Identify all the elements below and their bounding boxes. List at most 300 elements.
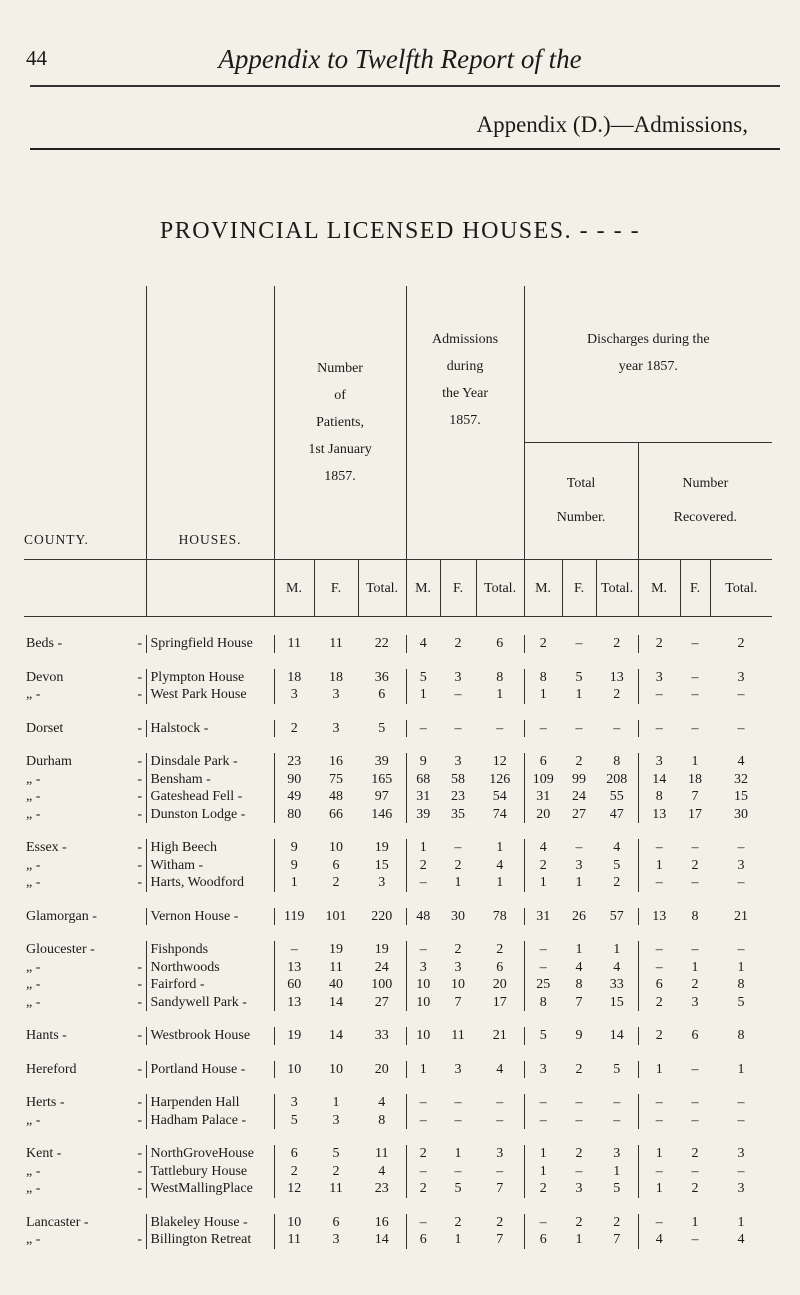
patients-m-cell: 13 [274,994,314,1012]
county-dash-cell: - [137,994,143,1010]
discharged-f-cell: 1 [575,942,583,957]
discharged-f-cell: – [575,636,583,651]
table-row [24,994,772,1012]
county-dash-cell: - [137,875,143,890]
total-number-header [524,443,638,560]
discharged-f-cell: 2 [575,1214,583,1230]
county-cell: Gloucester - [26,942,95,957]
discharged-m-cell: – [524,1112,562,1130]
discharged-total-cell: – [613,720,621,736]
recovered-f-cell: – [691,1095,699,1110]
recovered-total-cell: – [737,942,745,957]
spacer-cell [24,1198,772,1214]
admissions-m-cell: 10 [406,1027,440,1045]
county-cell: „ - [26,1181,41,1196]
admissions-m-cell: 4 [406,635,440,653]
admissions-m-cell: – [406,874,440,892]
recovered-m-cell: – [638,1214,680,1232]
recovered-m-cell: 3 [638,753,680,771]
patients-m-cell: 11 [274,1231,314,1249]
discharged-m-cell: – [524,1094,562,1112]
admissions-f-cell: 7 [454,994,462,1010]
county-cell: „ - [26,687,41,702]
discharged-m-cell: 8 [524,994,562,1012]
patients-f-cell: 11 [329,636,343,651]
admissions-total-cell: 4 [496,857,504,873]
admissions-total-cell: 6 [496,959,504,975]
admissions-m-cell: 1 [406,686,440,704]
discharged-total-cell: 2 [613,875,621,890]
admissions-f-cell: 3 [454,754,462,769]
county-cell: Durham [26,754,72,769]
admissions-total-cell: 2 [496,942,504,957]
county-cell: „ - [26,1232,41,1247]
discharged-f-cell: – [575,840,583,855]
recovered-m-cell: 8 [638,788,680,806]
sub-header: Total. [476,560,524,617]
discharged-m-cell: 1 [524,874,562,892]
patients-f-cell: 19 [329,942,344,957]
admissions-total-cell: 1 [496,840,504,855]
admissions-total-cell: 3 [496,1146,504,1161]
county-dash-cell [134,1214,146,1232]
discharged-total-cell: 8 [613,754,621,769]
county-cell: „ - [26,857,41,873]
house-cell: Dinsdale Park - [146,753,274,771]
county-cell: Beds - [26,636,63,651]
patients-header-line: Number [317,361,363,376]
patients-f-cell: 40 [329,977,344,992]
table-row [24,941,772,959]
discharged-f-cell: 27 [572,806,587,822]
table-spacer-row [24,737,772,753]
county-cell: „ - [26,875,41,890]
patients-f-cell: 11 [329,1181,343,1196]
discharged-f-cell: – [575,720,583,736]
county-dash-cell: - [137,857,143,873]
county-dash-cell: - [137,669,143,685]
patients-total-cell: 5 [378,720,386,736]
recovered-m-cell: 13 [638,908,680,926]
house-cell: WestMallingPlace [146,1180,274,1198]
discharged-m-cell: 4 [524,839,562,857]
house-cell: Westbrook House [146,1027,274,1045]
spacer-cell [24,892,772,908]
discharged-total-cell: 7 [613,1232,621,1247]
patients-m-cell: 90 [274,771,314,789]
recovered-total-cell: – [737,1095,745,1110]
table-row [24,720,772,738]
admissions-total-cell: 17 [492,994,507,1010]
county-cell: Kent - [26,1146,62,1161]
admissions-total-cell: – [496,720,504,736]
admissions-m-cell: 10 [406,994,440,1012]
county-dash-cell: - [137,789,143,804]
patients-total-cell: 39 [374,754,389,769]
recovered-header [638,443,772,560]
admissions-f-cell: – [454,1095,462,1110]
discharged-m-cell: 8 [524,669,562,687]
discharged-f-cell: 4 [575,959,583,975]
table-row [24,1214,772,1232]
sub-header: F. [314,560,358,617]
discharged-m-cell: – [524,959,562,977]
table-row [24,753,772,771]
discharges-header-line: year 1857. [618,359,678,374]
spacer-cell [24,653,772,669]
admissions-header-line: 1857. [449,413,481,428]
patients-f-cell: 66 [329,806,344,822]
recovered-m-cell: – [638,1112,680,1130]
discharges-header-line: Discharges during the [587,332,710,347]
recovered-m-cell: 2 [638,635,680,653]
county-cell: Lancaster - [26,1214,89,1230]
patients-m-cell: 80 [274,806,314,824]
patients-f-cell: 18 [329,669,344,685]
discharged-total-cell: 57 [609,908,624,924]
house-cell: Bensham - [146,771,274,789]
header-rule [30,85,780,87]
recovered-f-cell: – [691,942,699,957]
appendix-subheading: Appendix (D.)—Admissions, [476,112,748,137]
recovered-total-cell: 21 [734,908,749,924]
recovered-m-cell: 2 [638,994,680,1012]
page-number: 44 [26,46,47,70]
sub-header: M. [638,560,680,617]
discharged-f-cell: 1 [575,875,583,890]
admissions-f-cell: – [454,1112,462,1128]
recovered-total-cell: 2 [737,636,745,651]
recovered-m-cell: – [638,959,680,977]
discharged-f-cell: 2 [575,1061,583,1077]
recovered-f-cell: 8 [691,908,699,924]
recovered-f-cell: 1 [691,754,699,769]
house-cell: Springfield House [146,635,274,653]
discharged-total-cell: 5 [613,1061,621,1077]
admissions-table [24,286,772,1249]
sub-header: M. [524,560,562,617]
patients-m-cell: 10 [274,1061,314,1079]
table-row [24,686,772,704]
county-dash-cell: - [137,1095,143,1110]
table-row [24,1094,772,1112]
admissions-m-cell: 3 [406,959,440,977]
patients-total-cell: 23 [374,1181,389,1196]
recovered-m-cell: 13 [638,806,680,824]
recovered-m-cell: – [638,941,680,959]
recovered-total-cell: 1 [737,959,745,975]
patients-header-line: 1857. [324,469,356,484]
patients-f-cell: 16 [329,754,344,769]
spacer-cell [24,1129,772,1145]
patients-m-cell: 9 [274,839,314,857]
recovered-m-cell: – [638,1094,680,1112]
recovered-total-cell: 8 [737,1028,745,1043]
admissions-m-cell: 10 [406,976,440,994]
table-spacer-row [24,823,772,839]
spacer-cell [24,704,772,720]
patients-total-cell: 14 [374,1232,389,1247]
patients-m-cell: 19 [274,1027,314,1045]
patients-f-cell: 3 [332,1232,340,1247]
admissions-f-cell: 2 [454,942,462,957]
table-spacer-row [24,892,772,908]
recovered-f-cell: 7 [691,789,699,804]
discharged-m-cell: 20 [524,806,562,824]
table-row [24,669,772,687]
patients-total-cell: 6 [378,687,386,702]
county-cell: Hereford [26,1061,77,1077]
county-dash-cell: - [137,687,143,702]
admissions-m-cell: 6 [406,1231,440,1249]
admissions-total-cell: 126 [489,771,511,787]
table-row [24,908,772,926]
patients-total-cell: 27 [374,994,389,1010]
table-row [24,1163,772,1181]
recovered-m-cell: 14 [638,771,680,789]
discharged-total-cell: 5 [613,1181,621,1196]
patients-f-cell: 3 [332,720,340,736]
patients-f-cell: 14 [329,994,344,1010]
recovered-m-cell: – [638,874,680,892]
table-row [24,1180,772,1198]
sub-header: Total. [710,560,772,617]
patients-m-cell: 6 [274,1145,314,1163]
recovered-m-cell: 2 [638,1027,680,1045]
table-spacer-row [24,653,772,669]
county-cell: „ - [26,771,41,787]
county-dash-cell: - [137,959,143,975]
recovered-line: Recovered. [673,510,737,525]
discharged-m-cell: 3 [524,1061,562,1079]
recovered-total-cell: – [737,687,745,702]
admissions-total-cell: – [496,1095,504,1110]
county-dash-cell: - [137,1163,143,1179]
recovered-f-cell: – [691,1163,699,1179]
patients-m-cell: 119 [274,908,314,926]
patients-m-cell: 3 [274,686,314,704]
patients-m-cell: 9 [274,857,314,875]
admissions-f-cell: 11 [451,1028,465,1043]
patients-f-cell: 6 [332,1214,340,1230]
county-cell: „ - [26,977,41,992]
admissions-total-cell: 2 [496,1214,504,1230]
discharged-total-cell: 15 [609,994,624,1010]
patients-m-cell: 2 [274,720,314,738]
county-cell: Glamorgan - [26,908,97,924]
recovered-total-cell: – [737,840,745,855]
discharged-f-cell: 26 [572,908,587,924]
table-body [24,617,772,1249]
patients-m-cell: 2 [274,1163,314,1181]
patients-m-cell: 12 [274,1180,314,1198]
admissions-total-cell: 4 [496,1061,504,1077]
admissions-total-cell: 20 [492,977,507,992]
admissions-m-cell: 39 [406,806,440,824]
recovered-f-cell: – [691,1232,699,1247]
house-cell: Sandywell Park - [146,994,274,1012]
houses-subheader-blank [146,560,274,617]
table-spacer-row [24,1198,772,1214]
table-spacer-row [24,704,772,720]
discharged-f-cell: 1 [575,1232,583,1247]
recovered-f-cell: 6 [691,1028,699,1043]
discharged-f-cell: 5 [575,669,583,685]
admissions-m-cell: 1 [406,1061,440,1079]
subheading-rule [30,148,780,150]
discharged-total-cell: 4 [613,840,621,855]
county-dash-cell: - [137,1146,143,1161]
table-spacer-row [24,925,772,941]
recovered-m-cell: 1 [638,857,680,875]
discharged-m-cell: 2 [524,857,562,875]
county-dash-cell [134,908,146,926]
spacer-cell [24,1045,772,1061]
admissions-m-cell: 2 [406,857,440,875]
county-dash-cell: - [137,720,143,736]
county-cell: Herts - [26,1095,65,1110]
county-cell: „ - [26,789,41,804]
admissions-total-cell: 6 [496,636,504,651]
discharged-m-cell: 31 [524,788,562,806]
discharged-m-cell: 2 [524,1180,562,1198]
county-cell: „ - [26,994,41,1010]
admissions-f-cell: 1 [454,1146,462,1161]
spacer-cell [24,823,772,839]
admissions-f-cell: 30 [451,908,466,924]
patients-total-cell: 220 [371,908,393,924]
table-row [24,976,772,994]
discharged-m-cell: 1 [524,1163,562,1181]
admissions-total-cell: 1 [496,687,504,702]
recovered-f-cell: 1 [691,1214,699,1230]
house-cell: Fairford - [146,976,274,994]
patients-m-cell: 3 [274,1094,314,1112]
recovered-f-cell: – [691,875,699,890]
admissions-total-cell: 1 [496,875,504,890]
spacer-cell [24,1078,772,1094]
discharged-total-cell: 55 [609,789,624,804]
admissions-m-cell: – [406,1112,440,1130]
admissions-m-cell: 9 [406,753,440,771]
recovered-m-cell: – [638,720,680,738]
table-row [24,1061,772,1079]
house-cell: Tattlebury House [146,1163,274,1181]
spacer-cell [24,737,772,753]
recovered-total-cell: 8 [737,977,745,992]
sub-header: F. [562,560,596,617]
spacer-cell [24,1011,772,1027]
admissions-f-cell: 2 [454,857,462,873]
discharged-total-cell: 2 [613,1214,621,1230]
house-cell: Dunston Lodge - [146,806,274,824]
admissions-m-cell: – [406,1214,440,1232]
discharged-f-cell: 99 [572,771,587,787]
county-cell: „ - [26,959,41,975]
house-cell: High Beech [146,839,274,857]
recovered-total-cell: 4 [737,754,745,769]
admissions-m-cell: – [406,1163,440,1181]
patients-m-cell: 13 [274,959,314,977]
recovered-f-cell: – [691,687,699,702]
patients-m-cell: 10 [274,1214,314,1232]
patients-f-cell: 10 [329,1061,344,1077]
admissions-f-cell: 1 [454,875,462,890]
county-dash-cell [134,941,146,959]
discharged-f-cell: 2 [575,1146,583,1161]
house-cell: Gateshead Fell - [146,788,274,806]
patients-total-cell: 11 [375,1146,389,1161]
discharged-total-cell: 3 [613,1146,621,1161]
patients-total-cell: 3 [378,875,386,890]
patients-total-cell: 22 [374,636,389,651]
county-dash-cell: - [137,1028,143,1043]
admissions-header [406,286,524,560]
patients-total-cell: 19 [374,942,389,957]
table-spacer-row [24,1011,772,1027]
recovered-total-cell: 4 [737,1232,745,1247]
recovered-f-cell: 2 [691,977,699,992]
patients-f-cell: 2 [332,875,340,890]
admissions-m-cell: 2 [406,1145,440,1163]
admissions-f-cell: 5 [454,1181,462,1196]
table-row [24,839,772,857]
recovered-total-cell: 15 [734,789,749,804]
admissions-m-cell: – [406,941,440,959]
recovered-total-cell: 3 [737,669,745,685]
discharged-total-cell: – [613,1095,621,1110]
recovered-f-cell: – [691,1061,699,1077]
table-spacer-row [24,1129,772,1145]
county-dash-cell: - [137,1061,143,1077]
discharged-f-cell: – [575,1163,583,1179]
discharged-f-cell: 3 [575,857,583,873]
discharged-total-cell: 1 [613,942,621,957]
recovered-m-cell: – [638,839,680,857]
admissions-f-cell: – [454,720,462,736]
discharges-header [524,286,772,443]
running-head: Appendix to Twelfth Report of the [218,44,582,74]
admissions-f-cell: 35 [451,806,466,822]
table-row [24,874,772,892]
recovered-f-cell: 18 [688,771,703,787]
sub-header: Total. [596,560,638,617]
patients-m-cell: 11 [274,635,314,653]
table-row [24,788,772,806]
table-row [24,959,772,977]
house-cell: Harts, Woodford [146,874,274,892]
county-dash-cell: - [137,754,143,769]
recovered-m-cell: 1 [638,1145,680,1163]
admissions-f-cell: 23 [451,789,466,804]
patients-total-cell: 4 [378,1095,386,1110]
house-cell: Plympton House [146,669,274,687]
total-number-line: Total [566,476,596,491]
discharged-total-cell: 47 [609,806,624,822]
discharged-m-cell: 1 [524,686,562,704]
admissions-f-cell: – [454,840,462,855]
recovered-m-cell: 4 [638,1231,680,1249]
discharged-m-cell: 31 [524,908,562,926]
discharged-f-cell: 1 [575,687,583,702]
admissions-total-cell: 21 [492,1028,507,1043]
discharged-total-cell: 5 [613,857,621,873]
table-row [24,771,772,789]
admissions-f-cell: 3 [454,959,462,975]
admissions-header-line: the Year [442,386,488,401]
admissions-total-cell: 74 [492,806,507,822]
admissions-f-cell: – [454,687,462,702]
